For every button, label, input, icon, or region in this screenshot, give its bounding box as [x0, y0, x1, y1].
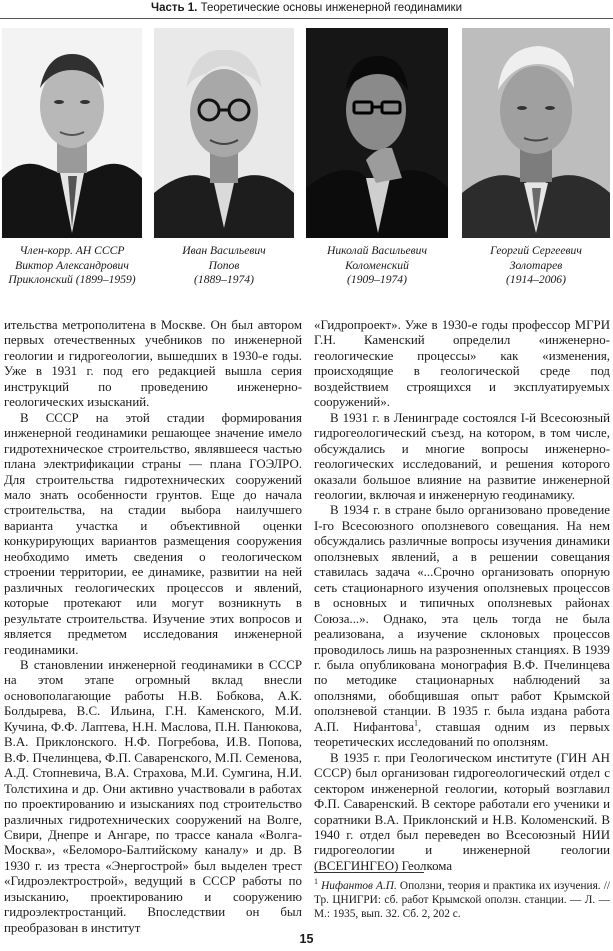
- caption-priklonsky: [2, 244, 142, 288]
- paragraph: В 1931 г. в Ленинграде состоялся I-й Всесоюзный гидрогеологический съезд, на котором, в том числе, обсуждались и многие вопросы инженерно-геологических исследований, и решения которого оказали большое влияние на развитие инженерной геологии, включая и инженерную геодинамику.: [314, 410, 610, 502]
- header-part: Часть 1.: [151, 2, 198, 14]
- left-text-column: [4, 318, 302, 936]
- portrait-row: [0, 28, 613, 238]
- caption-line: (1914–2006): [506, 273, 566, 286]
- paragraph: «Гидропроект». Уже в 1930-е годы профессор МГРИ Г.Н. Каменский определил «инженерно-геологические процессы» как «изменения, происходящие в геологической среде под воздействием строящихся и эксплуатируемых сооружений».: [314, 318, 610, 410]
- portrait-kolomensky-photo: [306, 28, 448, 238]
- caption-zolotarev: [462, 244, 610, 288]
- paragraph-text: В 1934 г. в стране было организовано проведение I-го Всесоюзного оползневого совещания. На нем обсуждались различные вопросы изучения динамики оползневых явлений, а в решении совещания ставилась задача «...Срочно организовать опорную сеть стационарного изучения оползневых процессов в основных и типичных оползневых районах Союза...». Однако, эта цель тогда не была реализована, а изучение склоновых процессов проводилось лишь на разрозненных станциях. В 1939 г. была опубликована монография В.Ф. Пчелинцева по методике стационарных наблюдений за оползнями, обобщившая опыт работ Крымской оползневой станции. В 1935 г. была издана работа А.П. Нифантова: [314, 503, 610, 734]
- caption-line: (1889–1974): [194, 273, 254, 286]
- paragraph: ительства метрополитена в Москве. Он был автором первых отечественных учебников по инженерной геологии и гидрогеологии, вышедших в 1930-е годы. Уже в 1931 г. под его редакцией вышла серия инструкций по проведению инженерно-геологических изысканий.: [4, 318, 302, 410]
- caption-line: Попов: [208, 258, 240, 272]
- paragraph: В СССР на этой стадии формирования инженерной геодинамики решающее значение имело гидротехническое строительство, являвшееся частью плана электрификации страны — плана ГОЭЛРО. Для строительства гидротехнических сооружений мало знать особенности грунтов. Еще до начала строительства, на стадии выбора наилучшего варианта участка и объективной оценки конкурирующих вариантов размещения сооружения необходимо иметь сведения о геологическом строении территории, ее динамике, развитии на ней различных геологических процессов и явлений, которые протекают или могут возникнуть в результате строительства. Изучение этих вопросов и является предметом исследования инженерной геодинамики.: [4, 410, 302, 657]
- caption-popov: [154, 244, 294, 288]
- caption-line: Николай Васильевич: [326, 244, 427, 257]
- footnote-divider: [314, 872, 424, 873]
- caption-line: Приклонский (1899–1959): [8, 273, 136, 286]
- caption-line: Коломенский: [345, 258, 409, 272]
- caption-kolomensky: [306, 244, 448, 288]
- right-text-column: [314, 318, 610, 874]
- caption-line: Георгий Сергеевич: [490, 244, 582, 257]
- footnote: [314, 879, 610, 921]
- paragraph: В становлении инженерной геодинамики в СССР на этом этапе огромный вклад внесли основополагающие работы Н.В. Бобкова, А.К. Болдырева, В.С. Ильина, Г.Н. Каменского, М.И. Кучина, Ф.Ф. Лаптева, Н.Н. Маслова, П.Н. Панюкова, В.А. Приклонского. Н.Ф. Погребова, И.В. Попова, В.Ф. Пчелинцева, Ф.П. Саваренского, М.П. Семенова, А.Д. Стопневича, В.А. Страхова, М.И. Сумгина, Н.И. Толстихина и др. Они активно участвовали в работах по проектированию и изысканиях под строительство различных гидротехнических сооружений на Волге, Свири, Днепре и Ангаре, по трассе канала «Волга-Москва», «Беломоро-Балтийскому каналу» и др. В 1930 г. из треста «Энергострой» был выделен трест «Гидроэлектрострой», ведущий в СССР работы по изысканию, проектированию и сооружению гидроэлектростанций. Впоследствии он был преобразован в институт: [4, 657, 302, 935]
- footnote-author: Нифантов А.П.: [321, 880, 397, 892]
- header-title: Теоретические основы инженерной геодинамики: [200, 2, 462, 14]
- page-number: 15: [299, 932, 314, 946]
- portrait-popov-photo: [154, 28, 294, 238]
- caption-line: Иван Васильевич: [182, 244, 266, 257]
- caption-line: Золотарев: [509, 258, 563, 272]
- paragraph: В 1935 г. при Геологическом институте (ГИН АН СССР) был организован гидрогеологический отдел с сектором инженерной геологии, который возглавил Ф.П. Саваренский. В секторе работали его ученики и соратники В.А. Приклонский и Н.В. Коломенский. В 1940 г. отдел был переведен во Всесоюзный НИИ гидрогеологии и инженерной геологии (ВСЕГИНГЕО) Геолкома: [314, 750, 610, 873]
- caption-line: Виктор Александрович: [15, 258, 129, 272]
- portrait-priklonsky-photo: [2, 28, 142, 238]
- caption-line: (1909–1974): [347, 273, 407, 286]
- footnote-ref[interactable]: 1: [414, 718, 419, 728]
- paragraph-text: , ставшая одним из первых теоретических исследований по оползням.: [314, 719, 610, 750]
- caption-line: Член-корр. АН СССР: [19, 244, 125, 257]
- portrait-zolotarev-photo: [462, 28, 610, 238]
- running-header: [0, 0, 613, 19]
- footnote-number: 1: [314, 877, 318, 887]
- footnote-text: Оползни, теория и практика их изучения. // Тр. ЦНИГРИ: сб. работ Крымской оползн. станции. — Л. — М.: 1935, вып. 32. Сб. 2, 202 с.: [314, 880, 611, 920]
- paragraph: [314, 503, 610, 750]
